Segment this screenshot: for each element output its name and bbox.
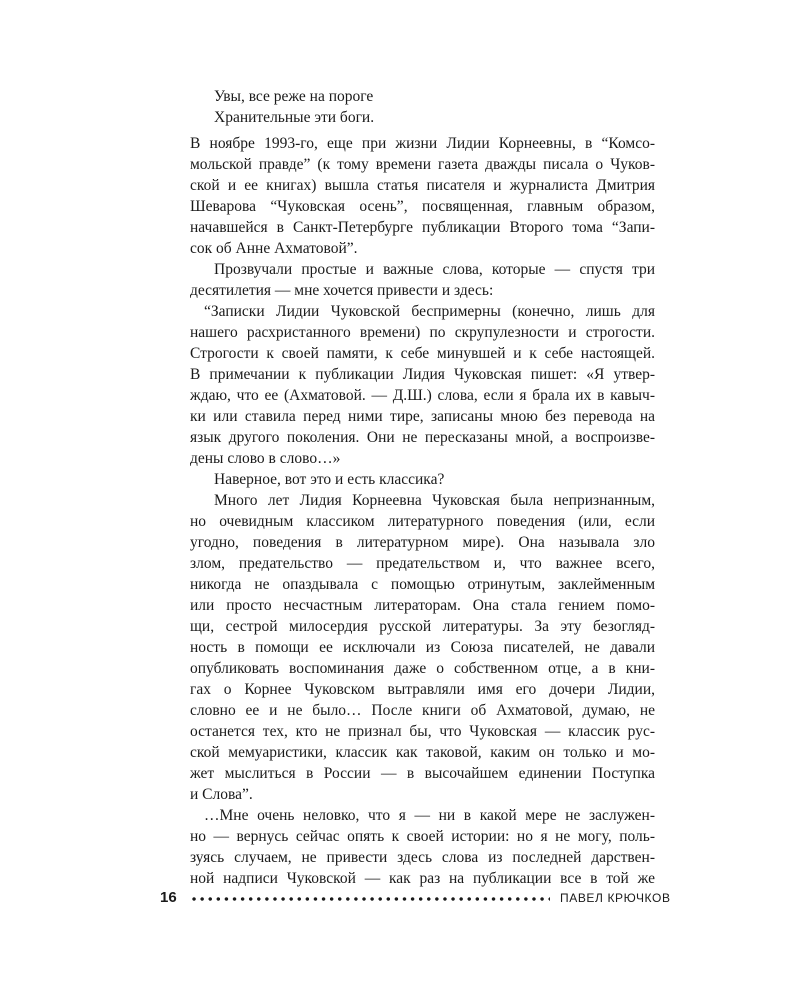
text-line: ждаю, что ее (Ахматовой. — Д.Ш.) слова, если я брала их в кавыч-: [190, 387, 655, 404]
epigraph-line: Увы, все реже на пороге: [214, 88, 374, 105]
text-line: ки или ставила перед ними тире, записаны мною без перевода на: [190, 408, 655, 425]
text-line: Шеварова “Чуковская осень”, посвященная, главным образом,: [190, 198, 655, 215]
text-line: десятилетия — мне хочется привести и здесь:: [190, 282, 494, 299]
text-line: …Мне очень неловко, что я — ни в какой мере не заслужен-: [204, 807, 655, 824]
text-line: злом, предательство — предательством и, что важнее всего,: [190, 555, 655, 572]
text-line: опубликовать воспоминания даже о собственном отце, а в кни-: [190, 660, 655, 677]
dotted-leader: [190, 897, 550, 901]
text-line: В примечании к публикации Лидия Чуковская пишет: «Я утвер-: [190, 366, 655, 383]
text-line: нашего расхристанного времени) по скрупулезности и строгости.: [190, 324, 655, 341]
text-line: но очевидным классиком литературного поведения (или, если: [190, 513, 655, 530]
text-line: Наверное, вот это и есть классика?: [214, 471, 445, 488]
text-line: или просто несчастным литераторам. Она стала гением помо-: [190, 597, 655, 614]
text-line: ность в помощи ее исключали из Союза писателей, не давали: [190, 639, 655, 656]
text-line: зуясь случаем, не привести здесь слова из последней дарствен-: [190, 849, 655, 866]
text-line: жет мыслиться в России — в высочайшем единении Поступка: [190, 765, 655, 782]
epigraph-line: Хранительные эти боги.: [214, 109, 375, 126]
text-line: словно ее и не было… После книги об Ахматовой, думаю, не: [190, 702, 655, 719]
text-line: “Записки Лидии Чуковской беспримерны (конечно, лишь для: [204, 303, 655, 320]
text-line: Строгости к своей памяти, к себе минувшей и к себе настоящей.: [190, 345, 655, 362]
text-line: щи, сестрой милосердия русской литературы. За эту безогляд-: [190, 618, 655, 635]
text-line: мольской правде” (к тому времени газета дважды писала о Чуков-: [190, 156, 655, 173]
text-line: ской мемуаристики, классик как таковой, каким он только и мо-: [190, 744, 655, 761]
text-line: дены слово в слово…»: [190, 450, 341, 467]
text-line: Прозвучали простые и важные слова, которые — спустя три: [214, 261, 655, 278]
text-line: сок об Анне Ахматовой”.: [190, 240, 358, 257]
text-line: гах о Корнее Чуковском вытравляли имя его дочери Лидии,: [190, 681, 655, 698]
page-footer: [0, 888, 800, 908]
text-line: В ноябре 1993-го, еще при жизни Лидии Корнеевны, в “Комсо-: [190, 135, 655, 152]
page-number: 16: [160, 889, 177, 906]
text-line: язык другого поколения. Они не пересказаны мной, а воспроизве-: [190, 429, 655, 446]
text-line: начавшейся в Санкт-Петербурге публикации Второго тома “Запи-: [190, 219, 655, 236]
text-line: угодно, поведения в литературном мире). Она называла зло: [190, 534, 655, 551]
epigraph: [214, 86, 374, 128]
text-line: останется тех, кто не признал бы, что Чуковская — классик рус-: [190, 723, 655, 740]
text-line: никогда не опаздывала с помощью отринутым, заклейменным: [190, 576, 655, 593]
text-line: и Слова”.: [190, 786, 253, 803]
text-line: но — вернусь сейчас опять к своей истории: но я не могу, поль-: [190, 828, 655, 845]
text-line: ной надписи Чуковской — как раз на публикации все в той же: [190, 870, 655, 887]
text-line: ской и ее книгах) вышла статья писателя и журналиста Дмитрия: [190, 177, 655, 194]
text-line: Много лет Лидия Корнеевна Чуковская была непризнанным,: [214, 492, 655, 509]
running-head: ПАВЕЛ КРЮЧКОВ: [560, 891, 671, 905]
